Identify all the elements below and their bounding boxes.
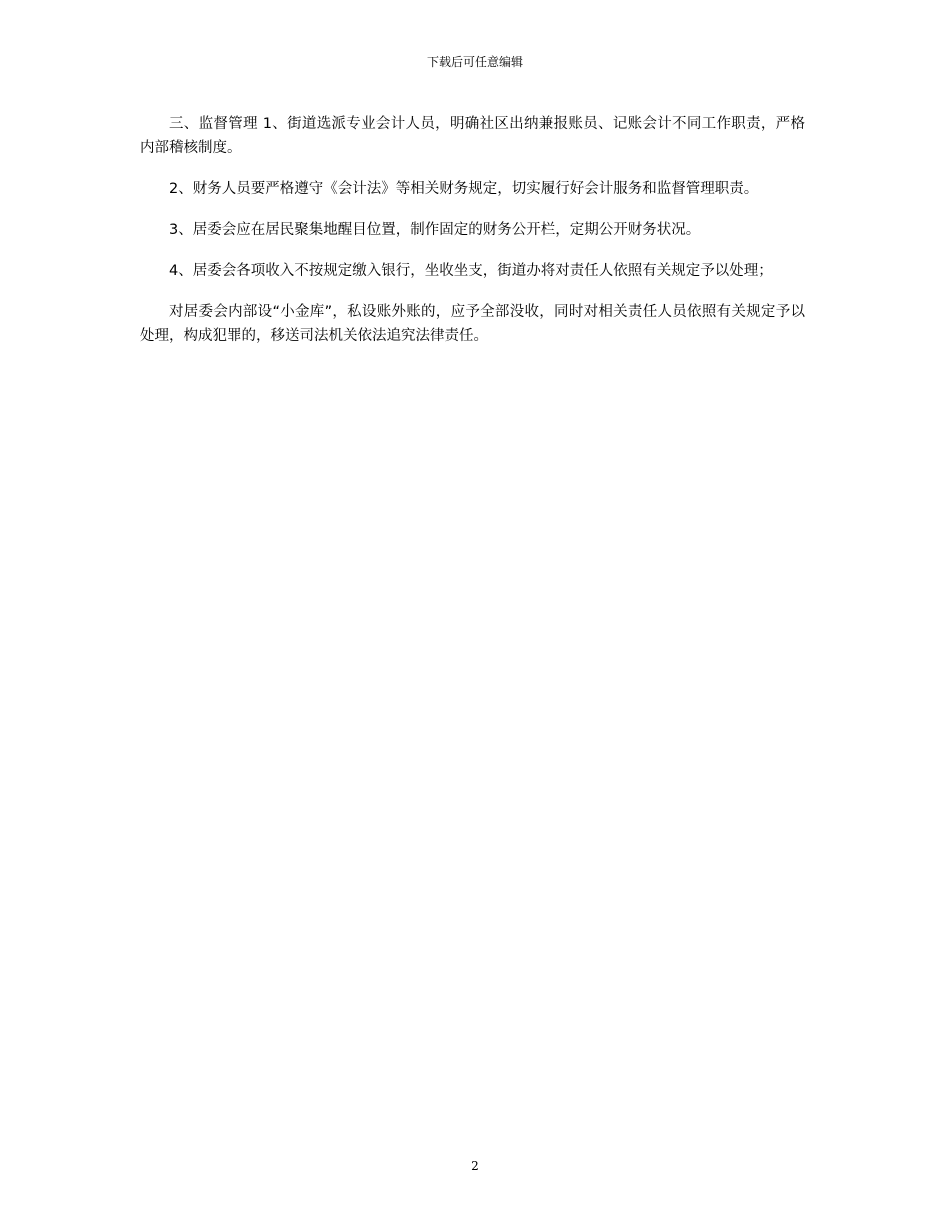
header-note: 下载后可任意编辑	[426, 55, 523, 69]
paragraph-supervision-2: 2、财务人员要严格遵守《会计法》等相关财务规定，切实履行好会计服务和监督管理职责。	[169, 181, 759, 197]
page-number: 2	[471, 1159, 479, 1173]
document-body	[140, 112, 805, 365]
paragraph-supervision-4: 4、居委会各项收入不按规定缴入银行，坐收坐支，街道办将对责任人依照有关规定予以处理；	[169, 263, 773, 279]
paragraph-supervision-5: 对居委会内部设“小金库”，私设账外账的，应予全部没收，同时对相关责任人员依照有关规定予以处理，构成犯罪的，移送司法机关依法追究法律责任。	[140, 304, 805, 344]
paragraph-supervision-3: 3、居委会应在居民聚集地醒目位置，制作固定的财务公开栏，定期公开财务状况。	[169, 222, 701, 238]
paragraph-supervision-1: 三、监督管理 1、街道选派专业会计人员，明确社区出纳兼报账员、记账会计不同工作职责，严格内部稽核制度。	[140, 116, 805, 156]
